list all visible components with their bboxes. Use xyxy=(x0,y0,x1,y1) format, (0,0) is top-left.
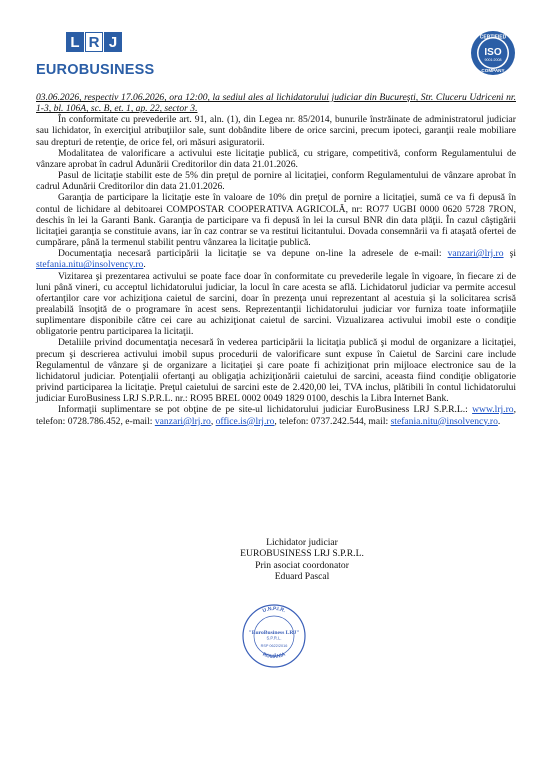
paragraph-legal-basis: În conformitate cu prevederile art. 91, aln. (1), din Legea nr. 85/2014, bunurile înstrăinate de administratorul judiciar sau lichidator, în exerciţiul atribuţiilor sale, sunt dobândite libere de orice sarcini, precum ipoteci, garanţii reale mobiliare sau drepturi de retenţie, de orice fel, ori măsuri asiguratorii. xyxy=(36,114,516,148)
phone-text: , telefon: 0728.786.452, e-mail: xyxy=(36,404,516,427)
stamp-sub-text: S.P.R.L. xyxy=(266,635,282,641)
documentation-text: Documentaţia necesară participării la licitaţie se va depune on-line la adresele de e-mail: xyxy=(58,248,442,260)
email-link-vanzari-contact[interactable]: vanzari@lrj.ro xyxy=(154,415,211,427)
official-stamp-icon xyxy=(238,598,310,670)
end-period-text: . xyxy=(497,415,501,427)
letterhead xyxy=(36,30,516,84)
paragraph-valuation-method: Modalitatea de valorificare a activului este licitaţie publică, cu strigare, competitivă, conform Regulamentului de vânzare aprobat în cadrul Adunării Creditorilor din data 21.01.2026. xyxy=(36,147,516,170)
logo-mark xyxy=(66,32,122,52)
auction-date-location: 03.06.2026, respectiv 17.06.2026, ora 12:00, la sediul ales al lichidatorului judiciar din Bucureşti, Str. Cluceru Udriceni nr. 1-3, bl. 106A, sc. B, et. 1, ap. 22, sector 3. xyxy=(36,92,516,115)
contact-intro-text: Informaţii suplimentare se pot obţine de pe site-ul lichidatorului judiciar EuroBusiness LRJ S.P.R.L.: xyxy=(58,404,468,416)
email-link-stefania[interactable]: stefania.nitu@insolvency.ro xyxy=(36,259,144,271)
signature-block xyxy=(222,537,382,583)
logo-letter-r: R xyxy=(85,32,103,52)
cert-top-text: CERTIFIED xyxy=(479,34,507,41)
paragraph-participation-guarantee: Garanţia de participare la licitaţie este în valoare de 10% din preţul de pornire a licitaţiei, sumă ce va fi depusă în contul de lichidare al debitoarei COMPOSTAR COOPERATIVA AGRICOLĂ, nr: RO77 UGBI 0000 0620 5728 7RON, deschis în lei la Garanti Bank. Garanţia de participare va fi depusă în lei la cursul BNR din data plăţii. În cazul câştigării licitaţiei garanţia se constituie avans, iar în caz contrar se va restitui licitantului. Dovada consemnării va fi ataşată ofertei de cumpărare, până la termenul stabilit pentru vânzarea la licitaţie publică. xyxy=(36,192,516,249)
paragraph-site-visit: Vizitarea şi prezentarea activului se poate face doar în conformitate cu prevederile legale în vigoare, în fiecare zi de luni până vineri, cu acceptul lichidatorului judiciar, la locul în care acesta se află. Lichidatorul judiciar va permite accesul ofertanţilor care vor achiziţiona caietul de sarcini, doar în prezenţa unui reprezentant al acestuia şi la solicitarea scrisă prealabilă însoţită de o programare în acest sens. Reprezentanţii lichidatorului judiciar vor furniza toate informaţiile suplimentare disponibile către cei care au achiziţionat caietul de sarcini. Vizualizarea activului imobil este o condiţie obligatorie pentru participarea la licitaţii. xyxy=(36,270,516,338)
stamp-top-text: U.N.P.I.R. xyxy=(261,605,287,615)
paragraph-documentation xyxy=(36,248,516,270)
website-link[interactable]: www.lrj.ro xyxy=(472,404,514,416)
cert-standard-text: 9001:2008 xyxy=(484,58,502,62)
stamp-bottom-text: ROMÂNIA xyxy=(261,651,287,661)
document-body xyxy=(36,92,516,427)
paragraph-specifications: Detaliile privind documentaţia necesară în vederea participării la licitaţia publică şi modul de organizare a licitaţiei, precum şi descrierea activului imobil supus procedurii de valorificare sunt expuse în Caietul de Sarcini care include Regulamentul de vânzare şi de organizare a licitaţiei şi care poate fi achiziţionat prin mijloace electronice sau de la lichidatorul judiciar. Potenţialii ofertanţi au obligaţia achiziţionării caietului de sarcini, aceasta fiind condiţie obligatorie privind participarea la licitaţie. Preţul caietului de sarcini este de 2.420,00 lei, TVA inclus, plătibili în contul lichidatorului judiciar EuroBusiness LRJ S.P.R.L. nr.: RO95 BREL 0002 0049 1829 0100, deschis la Libra Internet Bank. xyxy=(36,337,516,405)
cert-bottom-text: COMPANY xyxy=(481,68,505,73)
logo-wordmark: EUROBUSINESS xyxy=(36,62,155,78)
logo-letter-j: J xyxy=(104,32,122,52)
stamp-reg-text: RSP 0622/2016 xyxy=(260,644,288,648)
paragraph-contact xyxy=(36,404,516,426)
phone-mail-text: , telefon: 0737.242.544, mail: xyxy=(274,415,389,427)
separator-text: , xyxy=(210,415,216,427)
signature-name: Eduard Pascal xyxy=(274,571,330,583)
signature-role: Lichidator judiciar xyxy=(266,537,338,548)
iso-certified-badge-icon xyxy=(470,30,516,76)
conjunction-text: şi xyxy=(503,248,516,260)
cert-iso-text: ISO xyxy=(484,47,502,58)
email-link-office[interactable]: office.is@lrj.ro xyxy=(215,415,275,427)
period-text: . xyxy=(143,259,146,271)
signature-capacity: Prin asociat coordonator xyxy=(255,559,349,571)
email-link-stefania-contact[interactable]: stefania.nitu@insolvency.ro xyxy=(390,415,498,427)
logo-letter-l: L xyxy=(66,32,84,52)
company-logo xyxy=(36,30,196,84)
stamp-name-text: "EuroBusiness LRJ" xyxy=(248,630,300,636)
paragraph-bid-step: Pasul de licitaţie stabilit este de 5% din preţul de pornire al licitaţiei, conform Regulamentului de vânzare aprobat în cadrul Adunării Creditorilor din data 21.01.2026. xyxy=(36,170,516,193)
email-link-vanzari[interactable]: vanzari@lrj.ro xyxy=(447,248,504,260)
signature-company: EUROBUSINESS LRJ S.P.R.L. xyxy=(240,548,364,560)
